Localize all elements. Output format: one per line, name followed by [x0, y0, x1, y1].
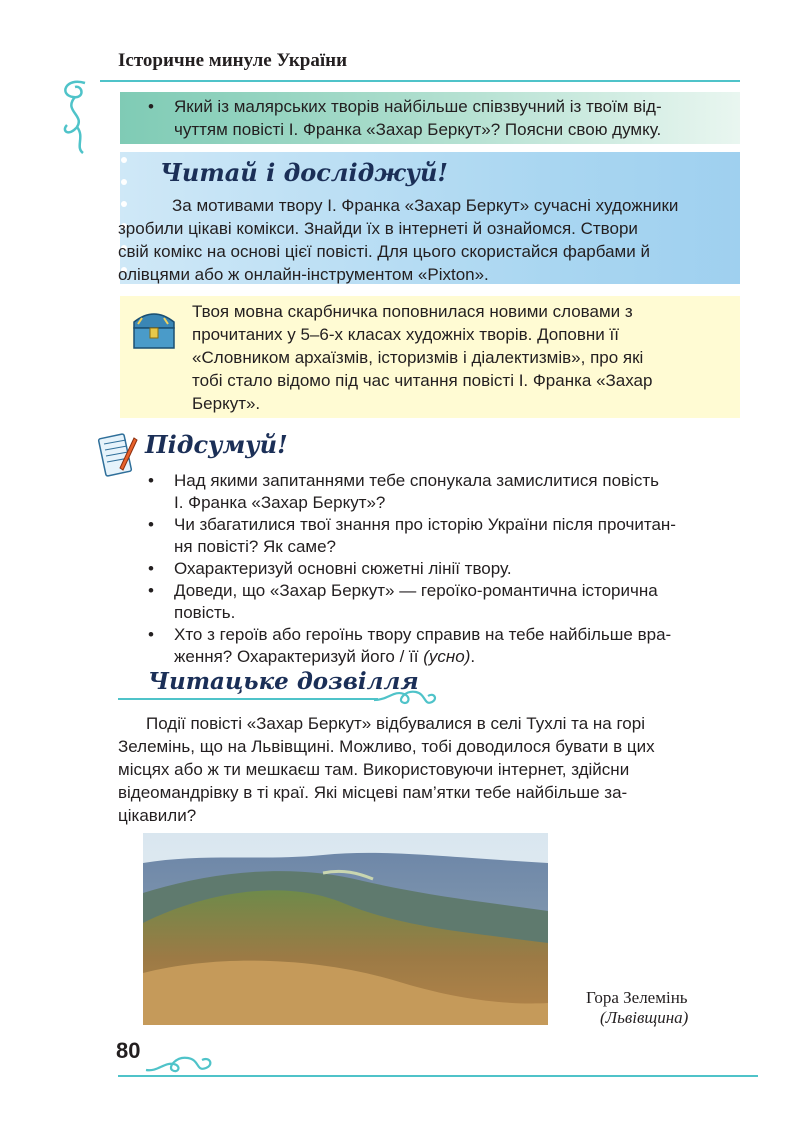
- vocabulary-treasury-text: [192, 300, 732, 415]
- read-line: свій комікс на основі цієї повісті. Для цього скористайся фарбами й: [118, 242, 650, 261]
- oral-note: (усно): [423, 647, 471, 666]
- decorative-swirl-icon: [372, 682, 442, 714]
- list-item-line: Хто з героїв або героїнь твору справив на тебе найбільше вра-: [174, 625, 672, 644]
- treasure-chest-icon: [128, 304, 180, 352]
- leisure-divider: [118, 698, 378, 700]
- read-line: олівцями або ж онлайн-інструментом «Pixton».: [118, 265, 489, 284]
- treasury-line: прочитаних у 5–6-х класах художніх творів. Доповни її: [192, 325, 619, 344]
- read-line: За мотивами твору І. Франка «Захар Беркут» сучасні художники: [172, 196, 679, 215]
- photo-caption-name: Гора Зелемінь: [586, 988, 688, 1007]
- list-item-line: повість.: [174, 603, 236, 622]
- page-number: 80: [116, 1038, 141, 1063]
- notepad-pencil-icon: [96, 428, 138, 480]
- read-line: зробили цікаві комікси. Знайди їх в інтернеті й ознайомся. Створи: [118, 219, 638, 238]
- summary-list: [148, 470, 738, 668]
- period: .: [470, 647, 476, 666]
- list-item: [148, 580, 738, 624]
- list-item-line: ження? Охарактеризуй його / її: [174, 647, 419, 666]
- list-item-line: Чи збагатилися твої знання про історію України після прочитан-: [174, 515, 676, 534]
- summary-title: Підсумуй!: [145, 430, 288, 459]
- read-explore-title: Читай і досліджуй!: [160, 158, 448, 187]
- treasury-line: Беркут».: [192, 394, 261, 413]
- bullet: •: [148, 471, 154, 490]
- footer-divider: [118, 1075, 758, 1077]
- bullet: •: [148, 625, 154, 644]
- leisure-line: місцях або ж ти мешкаєш там. Використовуючи інтернет, здійсни: [118, 760, 630, 779]
- bullet: •: [148, 559, 154, 578]
- mountain-landscape-photo: [143, 833, 548, 1025]
- list-item-line: Доведи, що «Захар Беркут» — героїко-романтична історична: [174, 581, 658, 600]
- leisure-title: Читацьке дозвілля: [148, 668, 419, 695]
- decorative-swirl-icon: [144, 1048, 222, 1076]
- leisure-line: Зелемінь, що на Львівщині. Можливо, тобі доводилося бувати в цих: [118, 737, 655, 756]
- bullet: •: [148, 515, 154, 534]
- list-item-line: Над якими запитаннями тебе спонукала замислитися повість: [174, 471, 659, 490]
- page-header-title: Історичне минуле України: [118, 50, 348, 71]
- read-explore-text: [118, 194, 734, 286]
- list-item: [148, 470, 738, 514]
- treasury-line: «Словником архаїзмів, історизмів і діалектизмів», про які: [192, 348, 644, 367]
- question-line-1: Який із малярських творів найбільше співзвучний із твоїм від-: [174, 97, 662, 116]
- list-item-line: Охарактеризуй основні сюжетні лінії твору.: [174, 559, 512, 578]
- bullet: •: [148, 97, 154, 116]
- leisure-line: цікавили?: [118, 806, 197, 825]
- list-item: [148, 558, 738, 580]
- question-line-2: чуттям повісті І. Франка «Захар Беркут»? Поясни свою думку.: [174, 120, 662, 139]
- list-item-line: І. Франка «Захар Беркут»?: [174, 493, 386, 512]
- decorative-swirl-icon: [55, 75, 105, 155]
- question-item: [148, 95, 733, 141]
- leisure-line: Події повісті «Захар Беркут» відбувалися в селі Тухлі та на горі: [146, 714, 645, 733]
- leisure-text: [118, 712, 738, 827]
- list-item: [148, 624, 738, 668]
- list-item-line: ня повісті? Як саме?: [174, 537, 337, 556]
- treasury-line: тобі стало відомо під час читання повісті І. Франка «Захар: [192, 371, 653, 390]
- photo-caption-region: (Львівщина): [600, 1008, 689, 1027]
- bullet: •: [148, 581, 154, 600]
- treasury-line: Твоя мовна скарбничка поповнилася новими словами з: [192, 302, 633, 321]
- header-divider: [100, 80, 740, 82]
- list-item: [148, 514, 738, 558]
- list-item-line-composite: [148, 646, 738, 668]
- leisure-line: відеомандрівку в ті краї. Які місцеві пам’ятки тебе найбільше за-: [118, 783, 628, 802]
